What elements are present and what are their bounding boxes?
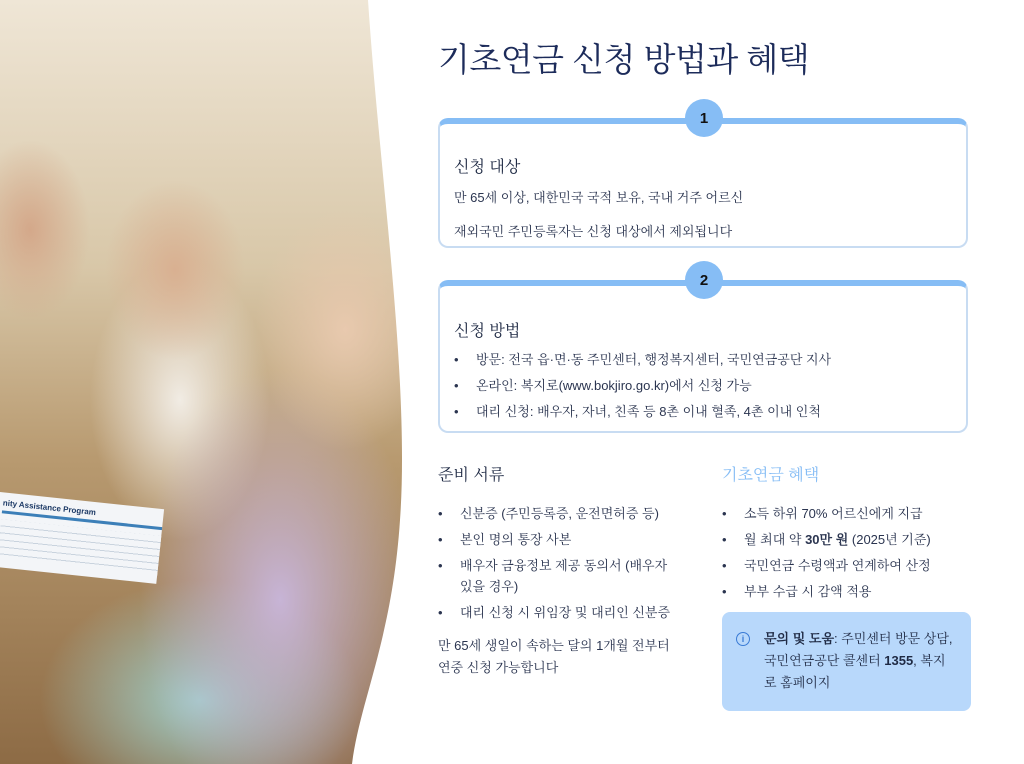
section-heading: 기초연금 혜택 xyxy=(722,467,820,484)
list-item: • 본인 명의 통장 사본 xyxy=(438,529,683,550)
text: 월 최대 약 xyxy=(744,532,806,547)
step-card-eligibility xyxy=(438,109,968,248)
step-card-method xyxy=(438,271,968,433)
info-icon: i xyxy=(736,632,750,646)
step-text: 만 65세 이상, 대한민국 국적 보유, 국내 거주 어르신 xyxy=(454,190,744,205)
list-item: • 부부 수급 시 감액 적용 xyxy=(722,581,972,602)
documents-section xyxy=(438,462,683,679)
step-number-badge: 1 xyxy=(685,99,723,137)
info-label: 문의 및 도움 xyxy=(764,631,835,646)
application-note: 만 65세 생일이 속하는 달의 1개월 전부터 연중 신청 가능합니다 xyxy=(438,638,670,675)
benefits-section xyxy=(722,462,972,602)
list-item: • 소득 하위 70% 어르신에게 지급 xyxy=(722,503,972,524)
list-item: • 국민연금 수령액과 연계하여 산정 xyxy=(722,555,972,576)
list-item: • 대리 신청: 배우자, 자녀, 친족 등 8촌 이내 혈족, 4촌 이내 인척 xyxy=(454,399,831,425)
step-heading: 신청 대상 xyxy=(454,159,521,176)
step-heading: 신청 방법 xyxy=(454,323,521,340)
info-text: , 복지로 홈페이지 xyxy=(764,653,946,690)
list-item: • 배우자 금융정보 제공 동의서 (배우자 있을 경우) xyxy=(438,555,683,597)
list-item xyxy=(722,529,972,550)
contact-info-box xyxy=(722,612,971,711)
list-item: • 온라인: 복지로(www.bokjiro.go.kr)에서 신청 가능 xyxy=(454,373,831,399)
step-number-badge: 2 xyxy=(685,261,723,299)
section-heading: 준비 서류 xyxy=(438,467,505,484)
info-text: : 주민센터 방문 상담, 국민연금공단 콜센터 xyxy=(764,631,953,668)
amount: 30만 원 xyxy=(805,532,849,547)
list-item: • 대리 신청 시 위임장 및 대리인 신분증 xyxy=(438,602,683,623)
step-text: 재외국민 주민등록자는 신청 대상에서 제외됩니다 xyxy=(454,224,733,239)
call-center-number: 1355 xyxy=(884,653,914,668)
list-item: • 방문: 전국 읍·면·동 주민센터, 행정복지센터, 국민연금공단 지사 xyxy=(454,347,831,373)
text: (2025년 기준) xyxy=(848,532,931,547)
list-item: • 신분증 (주민등록증, 운전면허증 등) xyxy=(438,503,683,524)
paper-caption: nity Assistance Program xyxy=(2,498,164,530)
page-title: 기초연금 신청 방법과 혜택 xyxy=(438,41,810,78)
